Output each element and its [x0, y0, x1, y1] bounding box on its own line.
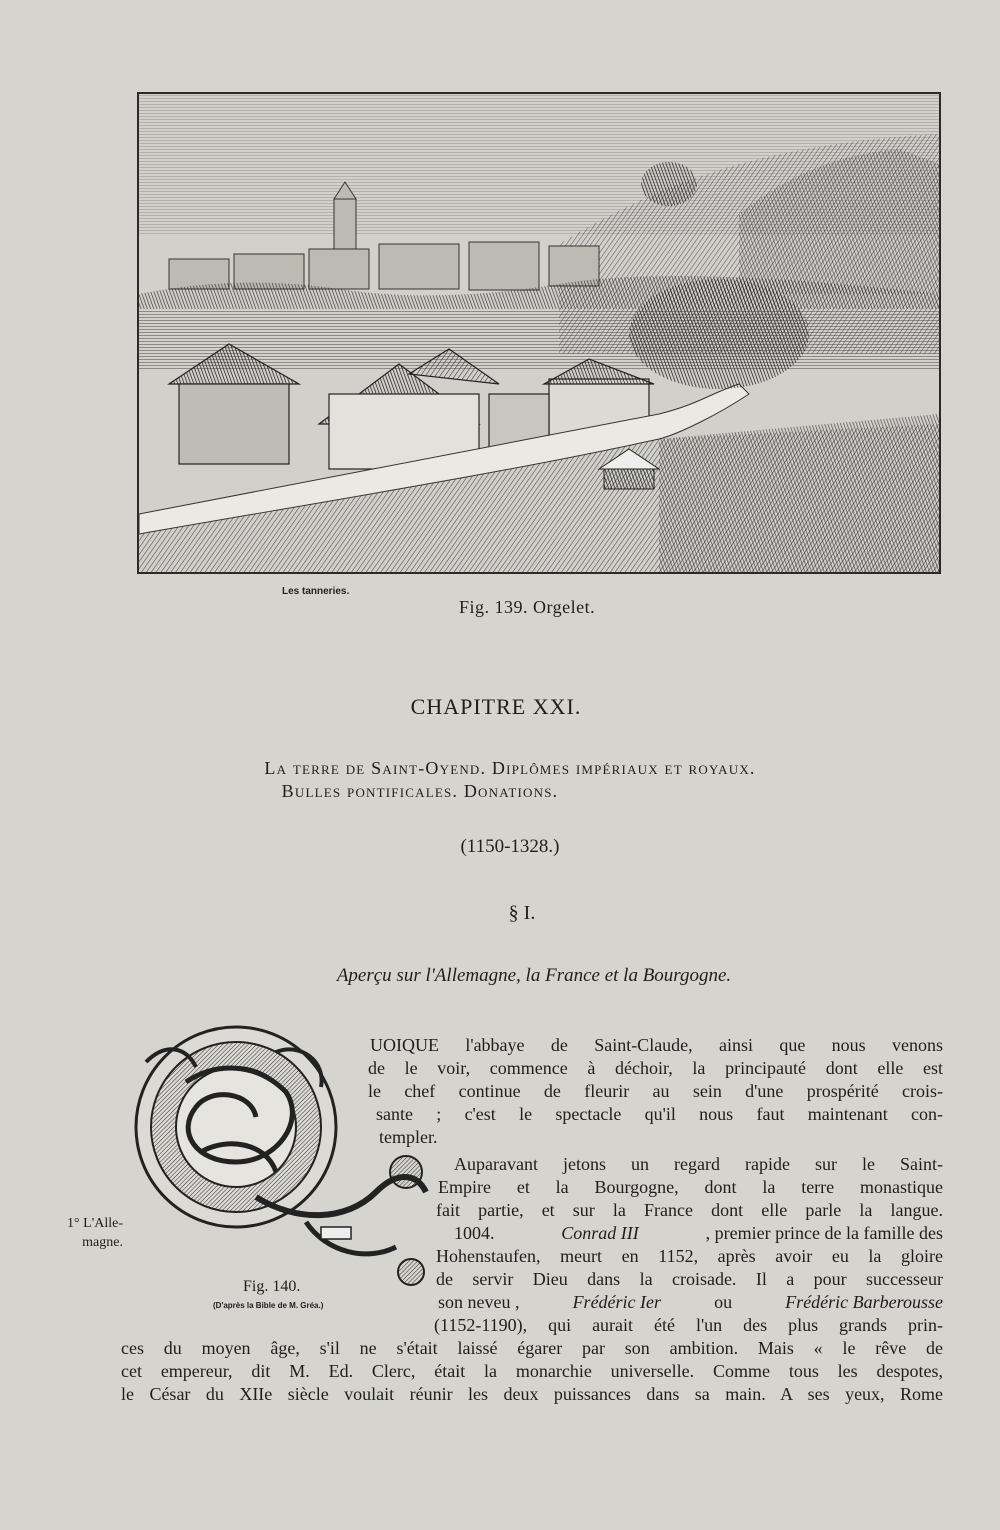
text-line: fait partie, et sur la France dont elle parle la langue.	[436, 1200, 943, 1220]
text-line: cet empereur, dit M. Ed. Clerc, était la monarchie universelle. Comme tous les despotes,	[121, 1361, 943, 1381]
section-number: § I.	[508, 902, 536, 924]
landscape-illustration	[139, 94, 939, 572]
text-line: sante ; c'est le spectacle qu'il nous faut maintenant con-	[376, 1104, 943, 1124]
text-line: de le voir, commence à déchoir, la principauté dont elle est	[368, 1058, 943, 1078]
text-line: (1152-1190), qui aurait été l'un des plus grands prin-	[434, 1315, 943, 1335]
text-line: Empire et la Bourgogne, dont la terre monastique	[438, 1177, 943, 1197]
year-marker: 1004.	[454, 1223, 495, 1243]
engraving-inset-label: Les tanneries.	[282, 586, 350, 597]
orgelet-engraving	[137, 92, 941, 574]
text-line: Auparavant jetons un regard rapide sur le Saint-	[454, 1154, 943, 1174]
text-line: de servir Dieu dans la croisade. Il a pour successeur	[436, 1269, 943, 1289]
chapter-title: CHAPITRE XXI.	[410, 694, 582, 719]
margin-note-line1: 1° L'Alle-	[67, 1216, 123, 1231]
figure-140-caption: Fig. 140.	[243, 1278, 301, 1295]
text-line: templer.	[379, 1127, 438, 1147]
person-name: Frédéric Barberousse	[785, 1292, 943, 1312]
margin-note-line2: magne.	[82, 1235, 123, 1250]
text-line	[438, 1291, 943, 1313]
chapter-subtitle-line2: Bulles pontificales. Donations.	[281, 781, 559, 801]
text-line: le chef continue de fleurir au sein d'une prospérité crois-	[368, 1081, 943, 1101]
text-line	[454, 1222, 943, 1244]
text-fragment: , premier prince de la famille des	[705, 1223, 943, 1243]
person-name: Frédéric Ier	[572, 1292, 662, 1312]
section-heading: Aperçu sur l'Allemagne, la France et la Bourgogne.	[336, 965, 732, 986]
figure-139-caption: Fig. 139. Orgelet.	[459, 597, 596, 617]
text-line: UOIQUE l'abbaye de Saint-Claude, ainsi que nous venons	[370, 1035, 943, 1055]
text-line: ces du moyen âge, s'il ne s'était laissé égarer par son ambition. Mais « le rêve de	[121, 1338, 943, 1358]
text-fragment: son neveu ,	[438, 1292, 520, 1312]
figure-140-source: (D'après la Bible de M. Gréa.)	[213, 1301, 324, 1310]
text-line: le César du XIIe siècle voulait réunir les deux puissances dans sa main. A ses yeux, Rome	[121, 1384, 943, 1404]
person-name: Conrad III	[561, 1223, 639, 1243]
text-fragment: ou	[714, 1292, 733, 1312]
text-line: Hohenstaufen, meurt en 1152, après avoir eu la gloire	[436, 1246, 943, 1266]
margin-note	[33, 1214, 123, 1252]
chapter-subtitle-line1: La terre de Saint-Oyend. Diplômes impériaux et royaux.	[264, 758, 756, 778]
chapter-dates: (1150-1328.)	[460, 836, 560, 857]
